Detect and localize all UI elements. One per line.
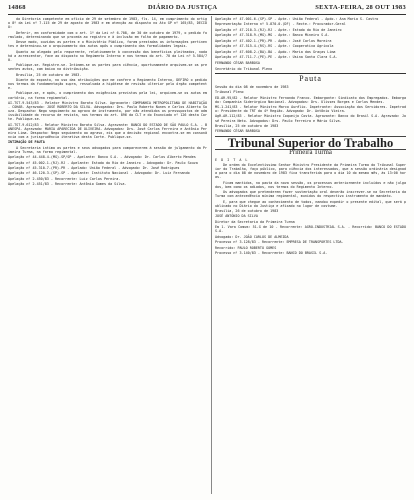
left-column [8, 17, 207, 188]
decision-entry: AI-TST-9.543/83 - Relator Ministro Barata Silva. Agravante: COMPANHIA METROPOLITANA DE HABITAÇÃO - COHAB. Agravado: JOSÉ ROBERTO DA SILVA. Advogados: Drs. Paulo Roberto Nunes e Carlos Alberto Souza. Despacho: Nego seguimento ao agravo de instrumento, por não atendidos os pressupostos de admissibilidade do recurso de revista, nos termos do art. 896 da CLT e do Enunciado nº 126 desta Corte. Publique-se. [8, 100, 207, 122]
section-rule [215, 73, 406, 74]
paragraph: Deferir, em conformidade com o art. 1º da Lei nº 6.708, de 30 de outubro de 1979, o pedido formulado, determinando que se proceda ao registro e à inclusão em folha de pagamento. [8, 30, 207, 39]
footer-line: Processo nº 3.140/83 - Recorrente: BANCO DO BRASIL S.A. [215, 251, 328, 256]
pauta-date: Brasília, 25 de outubro de 1983 [215, 123, 279, 128]
journal-title: DIÁRIO DA JUSTIÇA [148, 4, 218, 11]
footer-line: Advogado: Dr. JOÃO CARLOS DE ALMEIDA [215, 234, 289, 239]
list-item: Apelação nº 47.402-1-(PR)-PR - Apdo.: José Carlos Moreira [215, 38, 332, 43]
issue-date: SEXTA-FEIRA, 28 OUT 1983 [315, 4, 406, 11]
process-item: Apelação nº 45.002-1-(RJ)-RJ - Apelante: Estado do Rio de Janeiro - Advogado: Dr. Paulo Souza [8, 160, 198, 165]
pauta-item: AgR-AR-112/83 - Relator Ministro Coqueijo Costa. Agravante: Banco do Brasil S.A. Agravado: José Pereira Neto. Advogados: Drs. Paulo Ferreira e Mário Silva. [215, 114, 406, 123]
session-line: Sessão do dia 08 de novembro de 1983 [215, 84, 289, 89]
paragraph: da Diretoria competente em ofício de 29 de setembro de 1983, fls. 14, em cumprimento do artigo 8º da Lei nº 7.115 de 29 de agosto de 1983 e em atenção ao disposto no Ato GP nº 165/83, DECIDO: [8, 17, 207, 30]
turma-title: Primeira Turma [289, 148, 332, 156]
section-banner [215, 136, 406, 149]
edital-heading: E D I T A L [215, 157, 249, 162]
list-item: Apelação nº 47.515-4-(RS)-RS - Apte.: Cooperativa Agrícola [215, 44, 334, 49]
footer-line: Processo nº 3.128/83 - Recorrente: EMPRESA DE TRANSPORTES LTDA. [215, 240, 344, 245]
edital-signature: JOSÉ ANTÔNIO DA SILVA [215, 214, 258, 219]
court-title: Tribunal Superior do Trabalho [227, 136, 394, 151]
footer-line: Recorrido: PAULO ROBERTO GOMES [215, 245, 277, 250]
header-rule [8, 14, 406, 15]
paragraph: Ficam mantidos, na pauta da nova sessão, os processos anteriormente incluídos e não julgados, bem como os adiados, nos termos do Regimento Interno. [215, 180, 406, 189]
session-sub: Tribunal Pleno [215, 90, 244, 95]
page-number: 14868 [8, 4, 26, 11]
process-item: Apelação nº 46.120-3-(SP)-SP - Apelante: Instituto Nacional - Advogado: Dr. Luiz Fernando [8, 171, 190, 176]
paragraph: Quanto ao alegado pelo requerente, relativamente à concessão dos benefícios pleiteados, nada há a acrescentar, face ao disposto no Regimento Interno e nos termos do art. 70 da Lei nº 5.584/70. [8, 49, 207, 62]
list-item: Apelação nº 47.711-7-(PE)-PE - Apte.: Usina Santa Clara S.A. [215, 55, 338, 60]
paragraph: Os advogados que pretenderem fazer sustentação oral deverão inscrever-se na Secretaria da Turma com antecedência mínima regimental, munidos do respectivo instrumento de mandato. [215, 190, 406, 199]
signature-name: FERNANDO CÉSAR BARBOSA [215, 61, 260, 66]
paragraph: E, para que chegue ao conhecimento de todos, mandou expedir o presente edital, que será publicado no Diário da Justiça e afixado no lugar de costume. [215, 199, 406, 208]
intimation-heading: INTIMAÇÃO DE PAUTA [8, 140, 45, 145]
process-item: Apelação nº 2.450/83 - Recorrente: Luiz Carlos Pereira. [8, 176, 121, 181]
paragraph: Publique-se. Registre-se. Intimem-se as partes para ciência, oportunamente arquivem-se os presentes autos, com baixa na distribuição. [8, 63, 207, 72]
process-item: Apelação nº 2.451/83 - Recorrente: Antônio Gomes da Silva. [8, 182, 127, 187]
list-item: Apelação nº 47.318-9-(MG)-MG - Apte.: Banco Mineiro S.A. [215, 33, 330, 38]
decision-entry: AI-TST-9.612/83 - Relator Ministro Barata Silva. Agravante: BANCO DO ESTADO DE SÃO PAULO S.A. - BANESPA. Agravada: MARIA APARECIDA DE OLIVEIRA. Advogados: Drs. José Carlos Ferreira e Antônio Pereira Lima. Despacho: Nego seguimento ao agravo, eis que a decisão regional encontra-se em consonância com a jurisprudência iterativa desta Corte. Publique-se. [8, 122, 207, 139]
pauta-item: MS-1.241/83 - Relator Ministro Marco Aurélio. Impetrante: Associação dos Servidores. Impetrado: Presidente do TRT da 4ª Região. Advogado: Dr. Antônio Vieira. [215, 105, 406, 114]
edital-date: Brasília, 26 de outubro de 1983 [215, 209, 279, 214]
page-header [8, 4, 406, 14]
list-item: Apelação nº 47.608-2-(BA)-BA - Apdo.: Maria das Graças Lima [215, 49, 336, 54]
pauta-item: ED-AR-95/82 - Relator Ministro Fernando Franco. Embargante: Sindicato dos Empregados. Embargado: Companhia Siderúrgica Nacional. Advogados: Drs. Ulisses Borges e Carlos Mendes. [215, 95, 406, 104]
paragraph: Publique-se, e após, o cumprimento das exigências previstas pela lei, arquivem-se os autos em cartório, na forma regimental. [8, 91, 207, 100]
pauta-signature: FERNANDO CÉSAR BARBOSA [215, 129, 260, 134]
list-item: Apelação nº 47.001-6-(SP)-SP - Apte.: União Federal - Apdo.: Ana Maria S. Castro [215, 17, 379, 21]
right-column [215, 17, 406, 257]
paragraph: De ordem do Excelentíssimo Senhor Ministro Presidente da Primeira Turma do Tribunal Superior do Trabalho, faço público, para ciência dos interessados, que a sessão ordinária designada para o dia 08 de novembro de 1983 fica transferida para o dia 10 do mesmo mês, às 13:00 horas. [215, 162, 406, 180]
process-item: Apelação nº 45.310-7-(PR)-PR - Apelado: União Federal - Advogado: Dr. José Rodrigues [8, 165, 180, 170]
process-item: Apelação nº 44.448-4-(MG)-SP/SP - Apelante: Banco S.A. - Advogado: Dr. Carlos Alberto Mendes [8, 155, 196, 160]
list-item: Apelação nº 47.210-3-(RJ)-RJ - Apte.: Estado do Rio de Janeiro [215, 27, 342, 32]
paragraph: Desse modo, ouvidas as partes e o Ministério Público, foram prestadas as informações pertinentes e determinou-se o arquivamento dos autos após o cumprimento das formalidades legais. [8, 40, 207, 49]
paragraph: Diante do exposto, no uso das atribuições que me confere o Regimento Interno, DEFIRO o pedido nos termos da fundamentação supra, ressalvada a hipótese de revisão ulterior pelo órgão competente. [8, 77, 207, 91]
footer-line: Em 1. Vara Comum: 51-G de 10 - Recorrente: AGRO-INDUSTRIAL S.A. - Recorrido: BANCO DO ESTADO S.A. [215, 225, 406, 234]
list-item: Representação Interna nº 5.870-0-(DF) - Recte.: Procurador-Geral [215, 22, 346, 27]
edital-signature-title: Diretor da Secretaria da Primeira Turma [215, 219, 295, 224]
column-divider [211, 16, 212, 494]
signature-title: Secretário do Tribunal Pleno [215, 66, 273, 71]
intimation-text: A Secretaria intima as partes e seus advogados para comparecerem à sessão de julgamento da Primeira Turma, na forma regimental. [8, 145, 207, 154]
date-line: Brasília, 25 de outubro de 1983. [16, 72, 82, 77]
pauta-title: Pauta [299, 73, 322, 83]
